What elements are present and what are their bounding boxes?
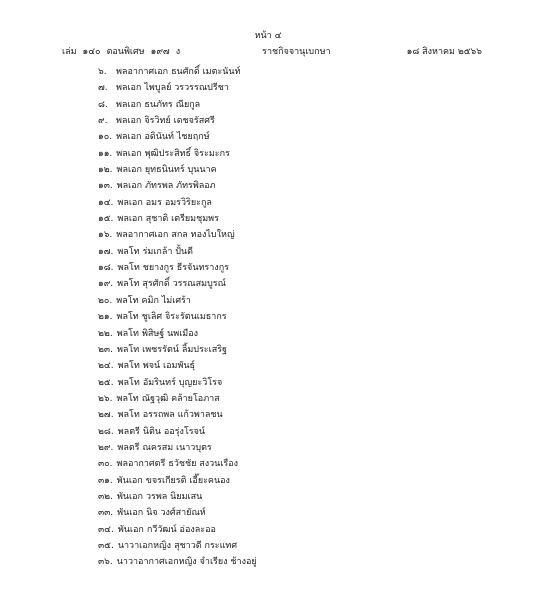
list-item [98,309,257,325]
item-name: กวีวัฒน์ อ่องละออ [146,524,216,535]
item-rank: พลเอก [116,181,143,192]
item-name: วรพล นิยมเสน [145,491,203,502]
item-rank: พลตรี [117,426,140,437]
item-name: ยุทธนินทร์ บุนนาค [144,165,217,176]
item-rank: พลโท [116,328,139,339]
item-rank: พลเอก [117,214,143,225]
item-rank: พลเอก [116,116,142,127]
item-rank: พลโท [117,279,140,290]
list-item [98,342,257,358]
item-number: ๒๕. [98,377,114,388]
item-rank: พลเอก [116,132,142,143]
item-name: สุชาติ เตรียมชุมพร [145,214,219,225]
list-item [98,473,257,489]
item-name: ธนภัทร ณียกูล [144,99,201,110]
list-item [98,80,257,96]
list-item [98,489,257,505]
item-name: สกล ทองไบใหญ่ [171,230,235,241]
list-item [98,129,257,145]
item-name: ณัฐวุฒิ คล้ายโอภาส [141,393,220,404]
item-number: ๓๖. [98,557,113,568]
header-left [62,44,186,58]
item-number: ๑๖. [98,230,113,241]
item-number: ๑๔. [98,197,114,208]
item-name: อมร อมรวิริยะกูล [145,197,212,208]
item-number: ๑๙. [98,279,114,290]
item-rank: พลอากาศตรี [116,459,166,470]
list-item [98,554,257,570]
item-number: ๒๑. [98,312,113,323]
item-rank: พันเอก [116,491,143,502]
item-number: ๒๗. [98,410,114,421]
item-rank: พันเอก [117,508,144,519]
item-rank: พันเอก [116,475,143,486]
item-rank: พลโท [116,393,139,404]
item-number: ๒๒. [98,328,113,339]
list-item [98,195,257,211]
list-item [98,293,257,309]
item-number: ๓๕. [98,540,114,551]
section-label: ตอนพิเศษ [106,47,145,57]
item-name: พุฒิประสิทธิ์ จิระมะกร [144,148,230,159]
page-number: หน้า ๔ [254,31,282,41]
item-name: ไพบูลย์ วรวรรณปรีชา [144,83,229,94]
list-item [98,64,257,80]
item-rank: พันเอก [117,524,144,535]
section-number: ๑๙๗ [150,47,170,57]
list-item [98,424,257,440]
appointment-list [98,64,257,571]
item-number: ๙. [98,116,108,127]
list-item [98,211,257,227]
list-item [98,375,257,391]
list-item [98,522,257,538]
item-name: อัมรินทร์ บุญยะวิโรจ [142,377,223,388]
list-item [98,456,257,472]
item-rank: พลโท [117,410,140,421]
list-item [98,440,257,456]
list-item [98,97,257,113]
item-number: ๑๐. [98,132,113,143]
item-number: ๘. [98,99,108,110]
item-number: ๑๑. [98,148,113,159]
item-name: ร่มเกล้า ปั้นดี [142,246,193,257]
list-item [98,260,257,276]
item-rank: พลอากาศเอก [116,67,169,77]
item-name: อรรถพล แก้วพาลชน [142,410,223,421]
list-item [98,391,257,407]
list-item [98,358,257,374]
list-item [98,178,257,194]
list-item [98,227,257,243]
item-number: ๗. [98,83,108,94]
list-item [98,162,257,178]
item-number: ๑๕. [98,214,114,225]
book-number: ๑๔๐ [82,47,101,57]
item-number: ๒๓. [98,344,113,355]
item-name: นิติน ออรุ่งโรจน์ [142,426,206,437]
item-name: ชูเลิศ จิระรัตนเมธากร [141,312,227,323]
item-number: ๑๓. [98,181,113,192]
list-item [98,407,257,423]
header-date: ๑๘ สิงหาคม ๒๕๖๖ [406,47,482,57]
item-rank: พลเอก [116,148,142,159]
item-rank: พลเอก [117,197,143,208]
item-number: ๖. [98,67,107,77]
part-label: ง [175,47,181,57]
item-number: ๑๒. [98,165,113,176]
item-rank: พลโท [116,295,139,306]
item-rank: พลโท [116,312,139,323]
item-number: ๒๖. [98,393,113,404]
item-rank: พลโท [117,246,140,257]
item-number: ๑๗. [98,246,114,257]
item-name: สุชาวดี กระแทศ [174,540,238,551]
item-name: พจน์ เอมพันธุ์ [142,361,196,372]
item-rank: พลเอก [116,165,142,176]
item-name: ชยางกูร ธีรจันทรางกูร [142,263,229,274]
item-rank: พลเอก [116,99,142,110]
item-name: พิสิษฐ์ นพเมือง [141,328,199,339]
item-rank: พลโท [117,263,140,274]
item-number: ๑๘. [98,263,114,274]
item-name: อดินันท์ ไชยฤกษ์ [144,132,210,143]
item-number: ๓๐. [98,459,113,470]
gazette-title: ราชกิจจานุเบกษา [262,47,331,57]
item-number: ๒๔. [98,361,114,372]
list-item [98,326,257,342]
item-name: นิจ วงศ์สายัณห์ [146,508,206,519]
item-rank: นาวาอากาศเอกหญิง [116,557,197,568]
item-number: ๓๑. [98,475,113,486]
item-rank: นาวาเอกหญิง [117,540,172,551]
item-rank: พลอากาศเอก [116,230,169,241]
item-name: จำเรียง ช้างอยู่ [199,557,257,568]
list-item [98,505,257,521]
item-name: ขจรเกียรติ เอี๊ยะคนอง [145,475,230,486]
item-name: ธวัชชัย สงวนเรือง [168,459,239,470]
item-number: ๓๓. [98,508,114,519]
gazette-header [62,44,482,58]
item-rank: พลโท [117,377,140,388]
item-number: ๓๔. [98,524,114,535]
item-rank: พลเอก [116,83,142,94]
item-name: ณครสม เนาวบุตร [142,442,212,453]
item-rank: พลโท [116,344,140,355]
list-item [98,276,257,292]
item-name: ธนศักดิ์ เมตะนันท์ [171,67,241,77]
item-number: ๒๘. [98,426,114,437]
item-rank: พลโท [117,361,140,372]
item-number: ๒๙. [98,442,114,453]
list-item [98,113,257,129]
item-rank: พลตรี [117,442,140,453]
item-name: เพชรรัตน์ ลิ้มประเสริฐ [142,344,228,355]
item-name: จิรวิทย์ เดชจรัสศรี [144,116,215,127]
item-name: ภัทรพล ภัทรพิลอภ [145,181,216,192]
list-item [98,146,257,162]
item-number: ๓๒. [98,491,113,502]
item-number: ๒๐. [98,295,113,306]
item-name: สุรศักดิ์ วรรณสมบูรณ์ [142,279,226,290]
list-item [98,538,257,554]
item-name: คมิก ไม่เศร้า [141,295,191,306]
list-item [98,244,257,260]
book-label: เล่ม [62,47,77,57]
